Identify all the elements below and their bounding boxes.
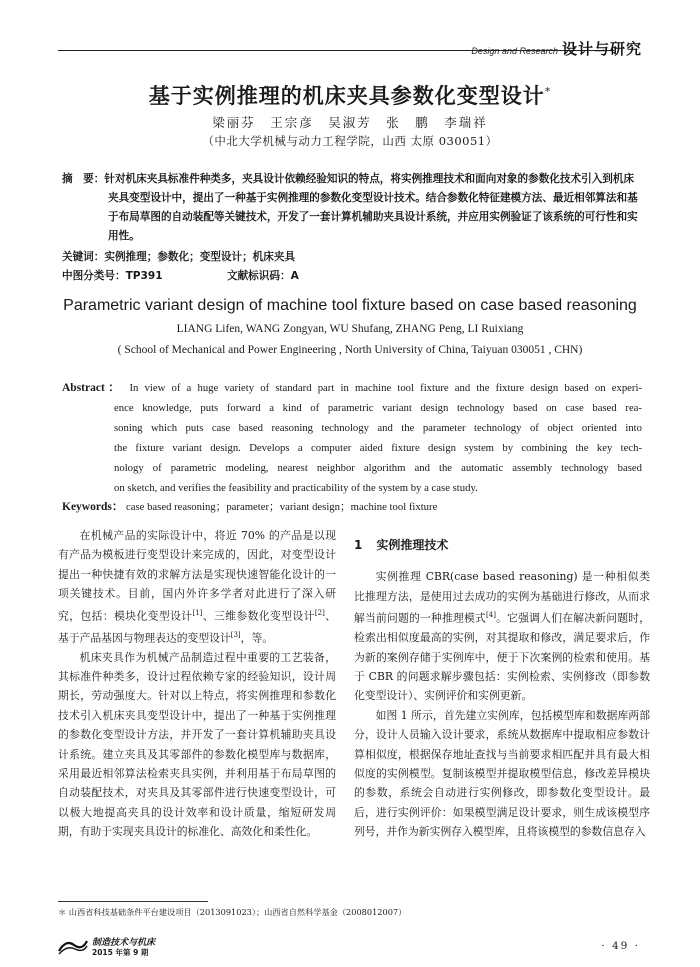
- authors-en: LIANG Lifen, WANG Zongyan, WU Shufang, ZHANG Peng, LI Ruixiang: [176, 323, 524, 335]
- title-footnote-mark: *: [544, 85, 552, 98]
- doc-code-label: 文献标识码：: [227, 270, 291, 282]
- abstract-cn: [62, 170, 642, 246]
- section-heading: [354, 536, 650, 555]
- authors-cn: 梁丽芬 王宗彦 吴淑芳 张 鹏 李瑞祥: [212, 115, 488, 130]
- doc-code-value: A: [290, 270, 299, 282]
- keywords-cn: [62, 249, 295, 264]
- abstract-cn-text: 针对机床夹具标准件种类多，夹具设计依赖经验知识的特点，将实例推理技术和面向对象的参数化技术引入到机床夹具变型设计中，提出了一种基于实例推理的参数化变型设计技术。结合参数化特征建模方法、最近相邻算法和基于布局草图的自动装配等关键技术，开发了一套计算机辅助夹具设计系统，并应用实例验证了该系统的可行性和实用性。: [104, 173, 638, 242]
- footnote-rule: [58, 901, 208, 902]
- section-title: 实例推理技术: [376, 538, 449, 552]
- paper-title-en: Parametric variant design of machine tool fixture based on case based reasoning: [63, 297, 637, 314]
- abstract-en-line: soning which puts case based reasoning technology and the parameter technology of object oriented into: [114, 422, 642, 434]
- running-header: [471, 38, 642, 59]
- abstract-cn-label: 摘 要：: [62, 173, 105, 185]
- keywords-cn-text: 实例推理；参数化；变型设计；机床夹具: [104, 251, 296, 263]
- body-column-right: [354, 526, 650, 842]
- abstract-en-line: ence knowledge, puts forward a kind of parametric variant design technology based on case based rea-: [114, 402, 642, 414]
- citation: [3]: [230, 630, 241, 639]
- body-column-left: [58, 526, 336, 842]
- classification-line: [62, 268, 622, 283]
- body-paragraph: 在机械产品的实际设计中，将近 70% 的产品是以现有产品为模板进行变型设计来完成的，因此，对变型设计提出一种快捷有效的求解方法是实现快速智能化设计的一项关键技术。目前，国内外许多学者对此进行了深入研究，包括：模块化变型设计[1]、三维参数化变型设计[2]、基于产品基因与物理表达的变型设计[3]，等。: [58, 529, 337, 645]
- clc-label: 中图分类号：: [62, 270, 126, 282]
- journal-logo-icon: [58, 937, 88, 955]
- journal-name: 制造技术与机床: [92, 938, 156, 948]
- abstract-en: [62, 378, 642, 498]
- keywords-cn-label: 关键词：: [62, 251, 105, 263]
- citation: [4]: [486, 611, 496, 620]
- citation: [1]: [192, 608, 203, 617]
- abstract-en-line: nology of parametric modeling, nearest neighbor algorithm and the automatic assembly technology based: [114, 462, 642, 474]
- journal-section-en: Design and Research: [471, 46, 558, 56]
- abstract-en-label: Abstract：: [62, 382, 124, 394]
- affiliation-cn: （中北大学机械与动力工程学院，山西 太原 030051）: [202, 134, 498, 148]
- keywords-en-label: Keywords：: [62, 501, 124, 513]
- body-paragraph: 机床夹具作为机械产品制造过程中重要的工艺装备，其标准件种类多，设计过程依赖专家的经验知识，设计周期长，劳动强度大。针对以上特点，将实例推理和参数化技术引入机床夹具变型设计中，提出了一种基于实例推理的参数化变型设计方法，并开发了一套计算机辅助夹具设计系统。建立夹具及其零部件的参数化模型库与数据库，采用最近相邻算法检索夹具实例，并利用基于布局草图的自动装配技术，对夹具及其零部件进行快速变型设计，可以极大地提高夹具的设计效率和设计质量，缩短研发周期，有助于实现夹具设计的标准化、高效化和柔性化。: [58, 650, 336, 839]
- paper-title-cn: 基于实例推理的机床夹具参数化变型设计*: [148, 84, 552, 108]
- body-paragraph: 实例推理 CBR(case based reasoning) 是一种相似类比推理方法，是使用过去成功的实例为基础进行修改，从而求解当前问题的一种推理模式[4]。它强调人们在解决新问题时，检索出相似度最高的实例，对其提取和修改，满足要求后，作为新的案例存储于实例库中，便于下次案例的检索和使用。基于 CBR 的问题求解步骤包括：实例检索、实例修改（即参数化变型设计）、实例评价和实例更新。: [354, 570, 651, 703]
- journal-section-cn: 设计与研究: [561, 40, 642, 58]
- page-number: · 49 ·: [601, 940, 640, 952]
- footnote: ＊ 山西省科技基础条件平台建设项目（2013091023）；山西省自然科学基金（2008012007）: [58, 907, 407, 917]
- section-number: 1: [354, 538, 363, 552]
- journal-logo: [58, 935, 178, 959]
- journal-issue: 2015 年第 9 期: [92, 948, 149, 957]
- abstract-en-line: on sketch, and verifies the feasibility and practicability of the system by a case study.: [114, 482, 478, 494]
- body-paragraph: 如图 1 所示，首先建立实例库，包括模型库和数据库两部分，设计人员输入设计要求，系统从数据库中提取相应参数计算相似度，根据保存地址查找与当前要求相匹配并具有最大相似度的实例模型。复制该模型并提取模型信息，修改差异模块的参数，系统会自动进行实例修改，即参数化变型设计。最后，进行实例评价：如果模型满足设计要求，则生成该模型序列号，并作为新实例存入模型库，且将该模型的参数信息存入: [354, 708, 650, 839]
- keywords-en-text: case based reasoning；parameter；variant design；machine tool fixture: [126, 501, 438, 513]
- clc-value: TP391: [125, 270, 163, 282]
- abstract-en-line: Abstract： In view of a huge variety of standard part in machine tool fixture and the fixture design based on experi-: [62, 382, 642, 394]
- abstract-en-line: the fixture variant design. Develops a computer aided fixture design system by combining the key tech-: [114, 442, 642, 454]
- citation: [2]: [314, 608, 325, 617]
- affiliation-en: ( School of Mechanical and Power Engineering , North University of China, Taiyuan 030051 , CHN): [117, 344, 583, 356]
- keywords-en: [62, 498, 437, 514]
